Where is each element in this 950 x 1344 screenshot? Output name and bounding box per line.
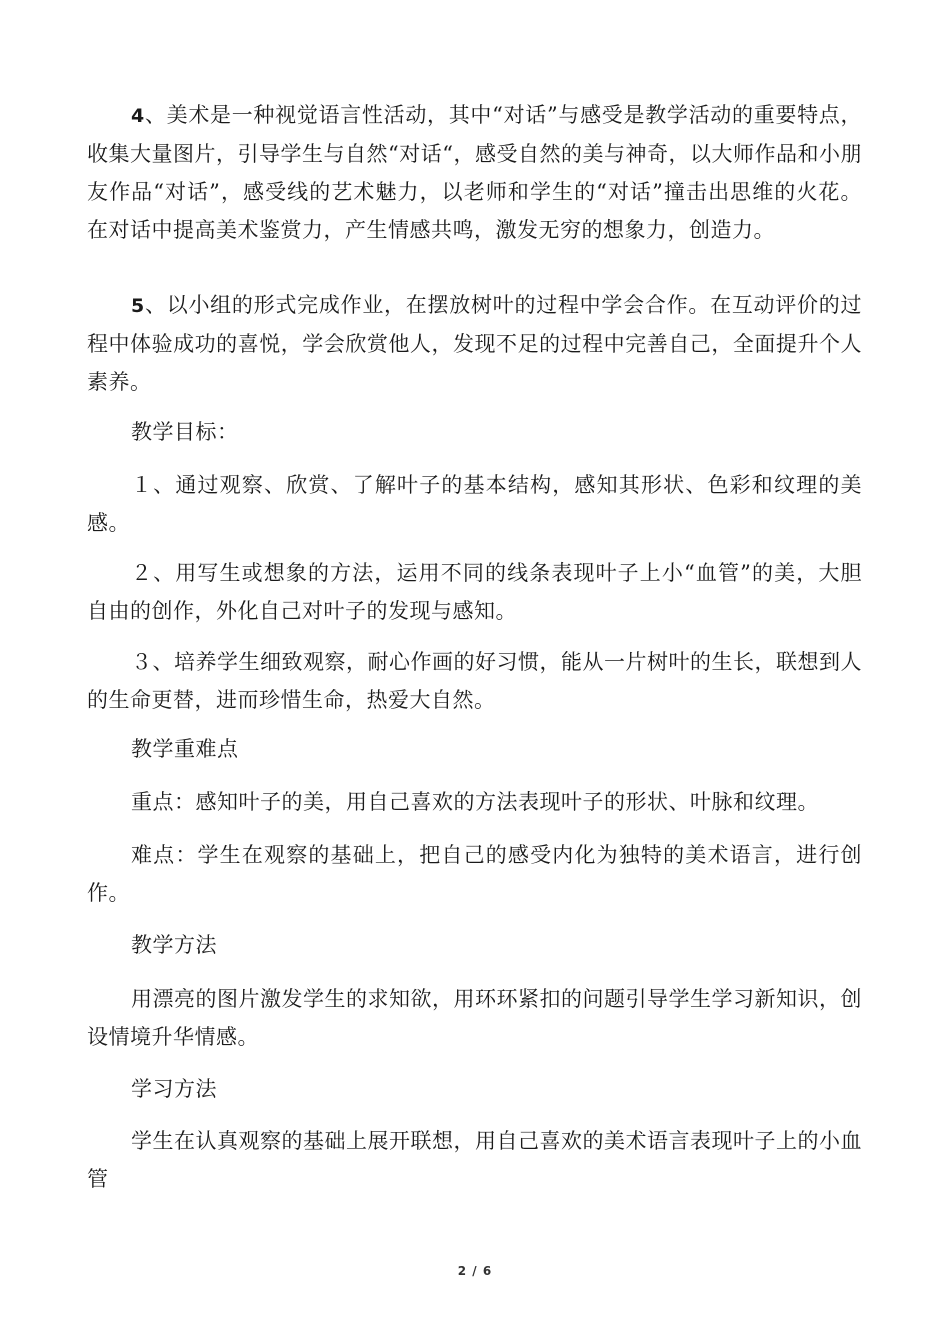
difficult-point: 难点：学生在观察的基础上，把自己的感受内化为独特的美术语言，进行创作。: [87, 843, 862, 905]
paragraph-number: 4: [131, 105, 145, 127]
key-point: 重点：感知叶子的美，用自己喜欢的方法表现叶子的形状、叶脉和纹理。: [131, 790, 819, 814]
teaching-method-text: 用漂亮的图片激发学生的求知欲，用环环紧扣的问题引导学生学习新知识，创设情境升华情感。: [87, 987, 862, 1049]
paragraph-5: [87, 286, 862, 401]
paragraph-text: 、以小组的形式完成作业，在摆放树叶的过程中学会合作。在互动评价的过程中体验成功的喜悦，学会欣赏他人，发现不足的过程中完善自己，全面提升个人素养。: [87, 293, 862, 394]
paragraph-number: 5: [131, 295, 145, 317]
heading-learning-method: 学习方法: [131, 1077, 217, 1101]
heading-teaching-goals: 教学目标：: [131, 420, 239, 444]
goal-item-1: １、通过观察、欣赏、了解叶子的基本结构，感知其形状、色彩和纹理的美感。: [87, 473, 862, 535]
learning-method-text: 学生在认真观察的基础上展开联想，用自己喜欢的美术语言表现叶子上的小血管: [87, 1129, 862, 1191]
goal-item-3: ３、培养学生细致观察，耐心作画的好习惯，能从一片树叶的生长，联想到人的生命更替，进而珍惜生命，热爱大自然。: [87, 650, 862, 712]
heading-key-difficulties: 教学重难点: [131, 737, 239, 761]
heading-teaching-method: 教学方法: [131, 933, 217, 957]
goal-item-2: ２、用写生或想象的方法，运用不同的线条表现叶子上小“血管”的美，大胆自由的创作，外化自己对叶子的发现与感知。: [87, 561, 862, 623]
page-number: 2 / 6: [457, 1264, 493, 1278]
paragraph-text: 、美术是一种视觉语言性活动，其中“对话”与感受是教学活动的重要特点，收集大量图片，引导学生与自然“对话“，感受自然的美与神奇，以大师作品和小朋友作品“对话”，感受线的艺术魅力，以老师和学生的“对话”撞击出思维的火花。在对话中提高美术鉴赏力，产生情感共鸣，激发无穷的想象力，创造力。: [87, 103, 862, 242]
paragraph-4: [87, 96, 862, 249]
